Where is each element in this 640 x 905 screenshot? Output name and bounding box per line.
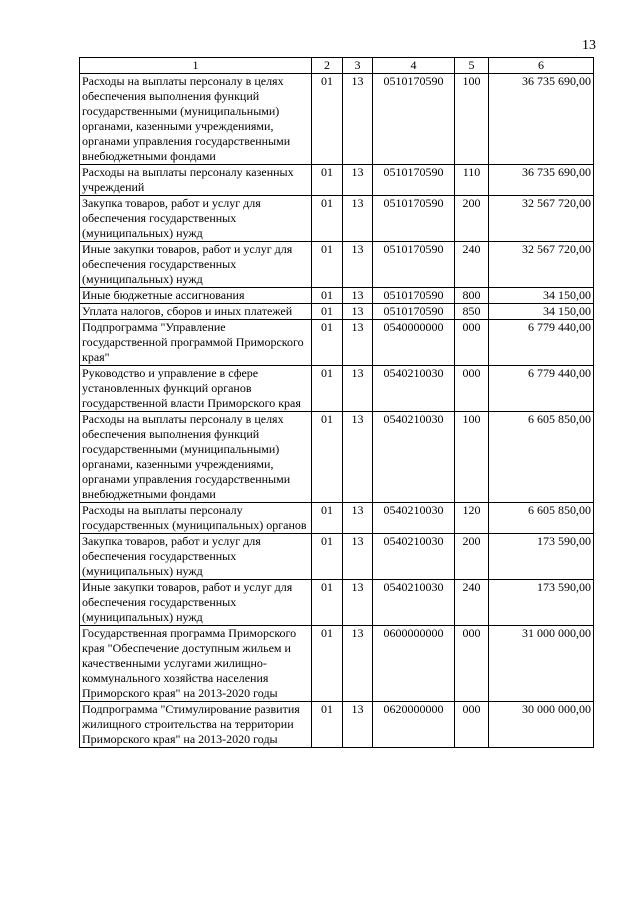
table-row (80, 304, 594, 320)
header-cell-5: 5 (455, 58, 489, 74)
target-item-code-cell: 0540210030 (373, 366, 455, 412)
row-name-cell: Подпрограмма "Управление государственной программой Приморского края" (80, 320, 312, 366)
expense-type-code-cell: 240 (455, 580, 489, 626)
amount-cell: 34 150,00 (489, 288, 594, 304)
table-row (80, 288, 594, 304)
target-item-code-cell: 0540000000 (373, 320, 455, 366)
subsection-code-cell: 13 (343, 412, 373, 503)
row-name-cell: Закупка товаров, работ и услуг для обеспечения государственных (муниципальных) нужд (80, 196, 312, 242)
amount-cell: 173 590,00 (489, 580, 594, 626)
table-row (80, 320, 594, 366)
amount-cell: 30 000 000,00 (489, 702, 594, 748)
table-row (80, 702, 594, 748)
target-item-code-cell: 0620000000 (373, 702, 455, 748)
amount-cell: 6 779 440,00 (489, 320, 594, 366)
row-name-cell: Иные закупки товаров, работ и услуг для обеспечения государственных (муниципальных) нужд (80, 580, 312, 626)
budget-table (79, 57, 594, 748)
table-body (80, 74, 594, 748)
amount-cell: 173 590,00 (489, 534, 594, 580)
page-number: 13 (582, 38, 596, 53)
section-code-cell: 01 (312, 196, 343, 242)
expense-type-code-cell: 100 (455, 74, 489, 165)
target-item-code-cell: 0600000000 (373, 626, 455, 702)
subsection-code-cell: 13 (343, 196, 373, 242)
expense-type-code-cell: 850 (455, 304, 489, 320)
section-code-cell: 01 (312, 74, 343, 165)
amount-cell: 6 605 850,00 (489, 412, 594, 503)
expense-type-code-cell: 200 (455, 534, 489, 580)
table-row (80, 626, 594, 702)
amount-cell: 36 735 690,00 (489, 165, 594, 196)
table-row (80, 196, 594, 242)
header-cell-2: 2 (312, 58, 343, 74)
row-name-cell: Уплата налогов, сборов и иных платежей (80, 304, 312, 320)
section-code-cell: 01 (312, 242, 343, 288)
expense-type-code-cell: 000 (455, 366, 489, 412)
expense-type-code-cell: 100 (455, 412, 489, 503)
section-code-cell: 01 (312, 320, 343, 366)
section-code-cell: 01 (312, 702, 343, 748)
row-name-cell: Руководство и управление в сфере установленных функций органов государственной власти Приморского края (80, 366, 312, 412)
header-cell-6: 6 (489, 58, 594, 74)
header-cell-4: 4 (373, 58, 455, 74)
table-row (80, 165, 594, 196)
header-cell-3: 3 (343, 58, 373, 74)
section-code-cell: 01 (312, 165, 343, 196)
section-code-cell: 01 (312, 412, 343, 503)
amount-cell: 6 779 440,00 (489, 366, 594, 412)
row-name-cell: Государственная программа Приморского края "Обеспечение доступным жильем и качественными услугами жилищно-коммунального хозяйства населения Приморского края" на 2013-2020 годы (80, 626, 312, 702)
table-header-row (80, 58, 594, 74)
amount-cell: 34 150,00 (489, 304, 594, 320)
section-code-cell: 01 (312, 534, 343, 580)
amount-cell: 31 000 000,00 (489, 626, 594, 702)
table-row (80, 242, 594, 288)
section-code-cell: 01 (312, 304, 343, 320)
target-item-code-cell: 0540210030 (373, 503, 455, 534)
target-item-code-cell: 0540210030 (373, 534, 455, 580)
target-item-code-cell: 0510170590 (373, 74, 455, 165)
subsection-code-cell: 13 (343, 320, 373, 366)
expense-type-code-cell: 800 (455, 288, 489, 304)
subsection-code-cell: 13 (343, 366, 373, 412)
section-code-cell: 01 (312, 626, 343, 702)
target-item-code-cell: 0540210030 (373, 412, 455, 503)
expense-type-code-cell: 240 (455, 242, 489, 288)
expense-type-code-cell: 000 (455, 320, 489, 366)
expense-type-code-cell: 000 (455, 702, 489, 748)
row-name-cell: Иные бюджетные ассигнования (80, 288, 312, 304)
target-item-code-cell: 0510170590 (373, 304, 455, 320)
table-row (80, 503, 594, 534)
target-item-code-cell: 0510170590 (373, 196, 455, 242)
row-name-cell: Расходы на выплаты персоналу в целях обеспечения выполнения функций государственными (муниципальными) органами, казенными учреждениями, органами управления государственными внебюджетными фондами (80, 74, 312, 165)
section-code-cell: 01 (312, 366, 343, 412)
amount-cell: 6 605 850,00 (489, 503, 594, 534)
subsection-code-cell: 13 (343, 503, 373, 534)
table-row (80, 366, 594, 412)
amount-cell: 32 567 720,00 (489, 196, 594, 242)
row-name-cell: Иные закупки товаров, работ и услуг для обеспечения государственных (муниципальных) нужд (80, 242, 312, 288)
section-code-cell: 01 (312, 580, 343, 626)
expense-type-code-cell: 200 (455, 196, 489, 242)
target-item-code-cell: 0510170590 (373, 165, 455, 196)
subsection-code-cell: 13 (343, 626, 373, 702)
row-name-cell: Расходы на выплаты персоналу в целях обеспечения выполнения функций государственными (муниципальными) органами, казенными учреждениями, органами управления государственными внебюджетными фондами (80, 412, 312, 503)
amount-cell: 36 735 690,00 (489, 74, 594, 165)
expense-type-code-cell: 000 (455, 626, 489, 702)
row-name-cell: Закупка товаров, работ и услуг для обеспечения государственных (муниципальных) нужд (80, 534, 312, 580)
section-code-cell: 01 (312, 503, 343, 534)
subsection-code-cell: 13 (343, 702, 373, 748)
target-item-code-cell: 0540210030 (373, 580, 455, 626)
subsection-code-cell: 13 (343, 580, 373, 626)
subsection-code-cell: 13 (343, 288, 373, 304)
table-row (80, 412, 594, 503)
target-item-code-cell: 0510170590 (373, 242, 455, 288)
table-row (80, 580, 594, 626)
row-name-cell: Расходы на выплаты персоналу государственных (муниципальных) органов (80, 503, 312, 534)
expense-type-code-cell: 110 (455, 165, 489, 196)
subsection-code-cell: 13 (343, 165, 373, 196)
subsection-code-cell: 13 (343, 242, 373, 288)
subsection-code-cell: 13 (343, 74, 373, 165)
expense-type-code-cell: 120 (455, 503, 489, 534)
subsection-code-cell: 13 (343, 534, 373, 580)
subsection-code-cell: 13 (343, 304, 373, 320)
row-name-cell: Подпрограмма "Стимулирование развития жилищного строительства на территории Приморского края" на 2013-2020 годы (80, 702, 312, 748)
table-row (80, 534, 594, 580)
section-code-cell: 01 (312, 288, 343, 304)
row-name-cell: Расходы на выплаты персоналу казенных учреждений (80, 165, 312, 196)
amount-cell: 32 567 720,00 (489, 242, 594, 288)
table-row (80, 74, 594, 165)
header-cell-1: 1 (80, 58, 312, 74)
target-item-code-cell: 0510170590 (373, 288, 455, 304)
